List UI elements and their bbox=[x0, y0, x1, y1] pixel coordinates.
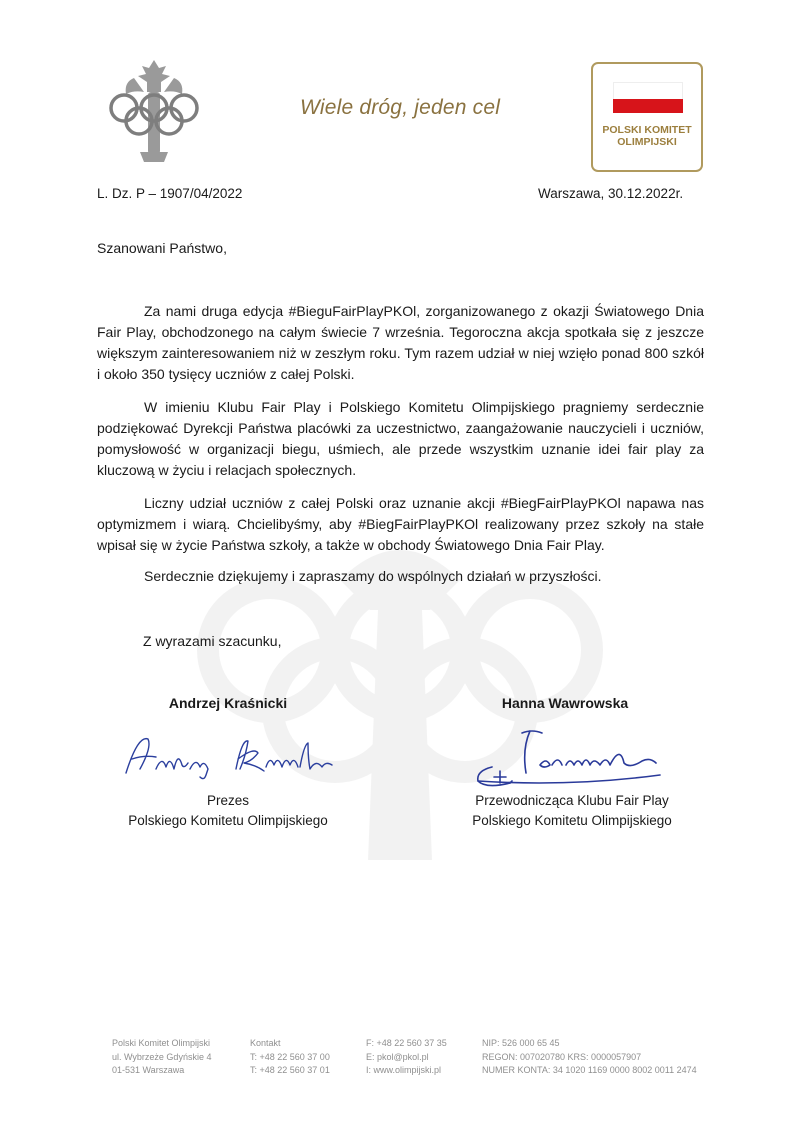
footer-regon-krs: REGON: 007020780 KRS: 0000057907 bbox=[482, 1051, 642, 1062]
signer-right-role-line1: Przewodnicząca Klubu Fair Play bbox=[475, 793, 669, 808]
reference-number: L. Dz. P – 1907/04/2022 bbox=[97, 186, 243, 201]
signer-left-role-line2: Polskiego Komitetu Olimpijskiego bbox=[128, 813, 328, 828]
paragraph-3: Liczny udział uczniów z całej Polski oraz uznanie akcji #BiegFairPlayPKOl napawa nas optymizmem i wiarą. Chcielibyśmy, aby #BiegFairPlayPKOl realizowany przez szkoły na stałe wpisał się w życie Państwa szkoły, a także w obchody Światowego Dnia Fair Play. bbox=[97, 495, 704, 553]
footer-account-number: NUMER KONTA: 34 1020 1169 0000 8002 0011 2474 bbox=[482, 1065, 697, 1075]
salutation: Szanowani Państwo, bbox=[97, 240, 227, 256]
footer-fax-email-web bbox=[366, 1037, 447, 1078]
paragraph-2: W imieniu Klubu Fair Play i Polskiego Komitetu Olimpijskiego pragniemy serdecznie podziękować Dyrekcji Państwa placówki za uczestnictwo, zaangażowanie nauczycieli i uczniów, pomysłowość w organizacji biegu, uśmiech, ale przede wszystkim uznanie idei fair play za kluczową w życiu i relacjach społecznych. bbox=[97, 399, 704, 478]
footer-address-line: Polski Komitet Olimpijski bbox=[112, 1038, 211, 1048]
signer-right-name: Hanna Wawrowska bbox=[501, 695, 629, 711]
motto: Wiele dróg, jeden cel bbox=[300, 96, 501, 119]
footer-contact-line: T: +48 22 560 37 01 bbox=[250, 1065, 330, 1075]
footer-fax: F: +48 22 560 37 35 bbox=[366, 1038, 447, 1048]
olympic-eagle-emblem-icon bbox=[104, 58, 204, 168]
paragraph-4: Serdecznie dziękujemy i zapraszamy do wspólnych działań w przyszłości. bbox=[144, 568, 602, 584]
signer-right-role bbox=[442, 791, 702, 831]
footer-address bbox=[112, 1037, 211, 1078]
footer-registration bbox=[482, 1037, 697, 1078]
flag-red-stripe bbox=[613, 99, 683, 113]
footer-contact bbox=[250, 1037, 330, 1078]
footer-nip: NIP: 526 000 65 45 bbox=[482, 1038, 560, 1048]
org-name bbox=[593, 124, 701, 148]
signature-left bbox=[118, 725, 338, 785]
signer-left-role-line1: Prezes bbox=[206, 793, 250, 808]
signer-right-role-line2: Polskiego Komitetu Olimpijskiego bbox=[472, 813, 672, 828]
signer-left-role bbox=[98, 791, 358, 831]
footer-contact-line: T: +48 22 560 37 00 bbox=[250, 1051, 330, 1062]
footer-address-line: 01-531 Warszawa bbox=[112, 1065, 185, 1075]
footer-website: I: www.olimpijski.pl bbox=[366, 1065, 442, 1075]
footer-contact-line: Kontakt bbox=[250, 1038, 281, 1048]
org-name-line1: POLSKI KOMITET bbox=[602, 124, 692, 136]
paragraph-1: Za nami druga edycja #BieguFairPlayPKOl, zorganizowanego z okazji Światowego Dnia Fair Play, obchodzonego na całym świecie 7 września. Tegoroczna akcja spotkała się z jeszcze większym zainteresowaniem niż w zeszłym roku. Tym razem udział w niej wzięło ponad 800 szkół i około 350 tysięcy uczniów z całej Polski. bbox=[97, 303, 704, 382]
signature-right bbox=[470, 725, 670, 790]
closing: Z wyrazami szacunku, bbox=[143, 633, 282, 649]
footer-email: E: pkol@pkol.pl bbox=[366, 1051, 429, 1062]
pkol-logo bbox=[591, 62, 703, 172]
signer-left-name: Andrzej Kraśnicki bbox=[168, 695, 288, 711]
place-date: Warszawa, 30.12.2022r. bbox=[538, 186, 684, 201]
org-name-line2: OLIMPIJSKI bbox=[617, 136, 677, 148]
footer-address-line: ul. Wybrzeże Gdyńskie 4 bbox=[112, 1051, 212, 1062]
